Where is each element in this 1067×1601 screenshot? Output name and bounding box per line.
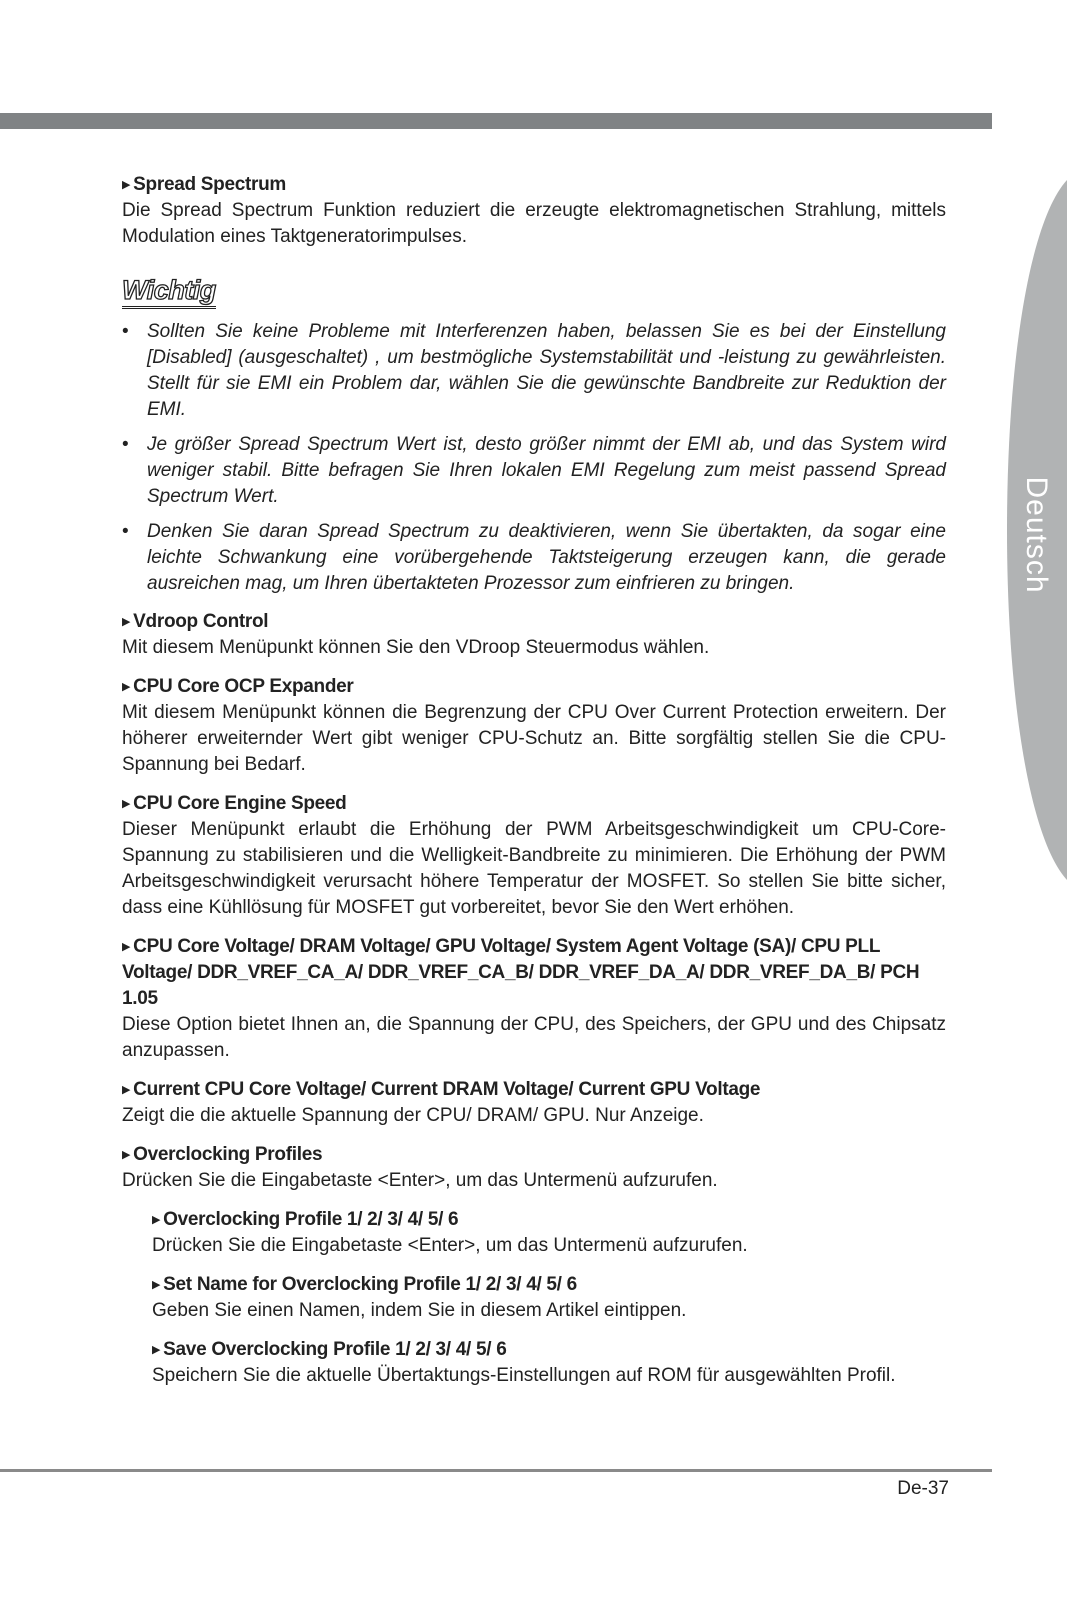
note-item: • Sollten Sie keine Probleme mit Interferenzen haben, belassen Sie es bei der Einstellung [Disabled] (ausgeschaltet) , um bestmögliche Systemstabilität und -leistung zu gewährleisten. Stellt für sie EMI ein Problem dar, wählen Sie die gewünschte Bandbreite zur Reduktion der EMI. [122,321,946,420]
note-item: • Je größer Spread Spectrum Wert ist, desto größer nimmt der EMI ab, und das System wird weniger stabil. Bitte befragen Sie Ihren lokalen EMI Regelung zum meist passend Spread Spectrum Wert. [122,434,946,507]
section-heading: ▶ Current CPU Core Voltage/ Current DRAM Voltage/ Current GPU Voltage [122,1077,946,1103]
section-heading: ▶ Vdroop Control [122,609,946,635]
section-body: Zeigt die die aktuelle Spannung der CPU/ DRAM/ GPU. Nur Anzeige. [122,1105,704,1126]
triangle-bullet-icon: ▶ [122,798,131,810]
header-bar [0,113,992,129]
section-vdroop-control [122,609,946,661]
section-heading: ▶ Overclocking Profile 1/ 2/ 3/ 4/ 5/ 6 [152,1207,946,1233]
note-item: • Denken Sie daran Spread Spectrum zu deaktivieren, wenn Sie übertakten, da sogar eine leichte Schwankung eine vorübergehende Taktsteigerung erzeugen kann, die gerade ausreichen mag, um Ihren übertakteten Prozessor zum einfrieren zu bringen. [122,521,946,594]
section-heading: ▶ Save Overclocking Profile 1/ 2/ 3/ 4/ 5/ 6 [152,1337,946,1363]
section-heading: ▶ CPU Core Engine Speed [122,791,946,817]
section-body: Speichern Sie die aktuelle Übertaktungs-Einstellungen auf ROM für ausgewählten Profil. [152,1365,896,1386]
triangle-bullet-icon: ▶ [152,1279,161,1291]
subsection-overclocking-profile [152,1207,946,1259]
important-notes [122,319,946,597]
subsection-set-name-profile [152,1272,946,1324]
triangle-bullet-icon: ▶ [152,1344,161,1356]
section-body: Diese Option bietet Ihnen an, die Spannung der CPU, des Speichers, der GPU und des Chipsatz anzupassen. [122,1014,946,1061]
section-heading: ▶ Overclocking Profiles [122,1142,946,1168]
triangle-bullet-icon: ▶ [122,941,131,953]
triangle-bullet-icon: ▶ [122,1084,131,1096]
triangle-bullet-icon: ▶ [152,1214,161,1226]
section-voltages [122,934,946,1064]
section-cpu-core-engine-speed [122,791,946,921]
section-body: Die Spread Spectrum Funktion reduziert die erzeugte elektromagnetischen Strahlung, mittels Modulation eines Taktgeneratorimpulses. [122,200,946,247]
footer-rule [0,1469,992,1472]
page-number: De-37 [897,1478,949,1499]
section-heading: ▶ Spread Spectrum [122,172,946,198]
section-body: Mit diesem Menüpunkt können die Begrenzung der CPU Over Current Protection erweitern. Der höherer erweiternder Wert gibt weniger CPU-Schutz an. Bitte sorgfältig stellen Sie die CPU-Spannung bei Bedarf. [122,702,946,775]
section-heading: ▶ Set Name for Overclocking Profile 1/ 2/ 3/ 4/ 5/ 6 [152,1272,946,1298]
section-spread-spectrum [122,172,946,250]
section-body: Drücken Sie die Eingabetaste <Enter>, um das Untermenü aufzurufen. [122,1170,718,1191]
subsection-save-profile [152,1337,946,1389]
section-current-voltages [122,1077,946,1129]
section-cpu-core-ocp-expander [122,674,946,778]
important-title: Wichtig [122,275,946,309]
page-content [122,172,946,1402]
triangle-bullet-icon: ▶ [122,681,131,693]
triangle-bullet-icon: ▶ [122,179,131,191]
section-heading: ▶ CPU Core Voltage/ DRAM Voltage/ GPU Voltage/ System Agent Voltage (SA)/ CPU PLL Voltage/ DDR_VREF_CA_A/ DDR_VREF_CA_B/ DDR_VREF_DA_A/ DDR_VREF_DA_B/ PCH 1.05 [122,936,920,1009]
language-tab-label: Deutsch [1020,476,1053,594]
section-overclocking-profiles [122,1142,946,1194]
section-heading: ▶ CPU Core OCP Expander [122,674,946,700]
section-body: Geben Sie einen Namen, indem Sie in diesem Artikel eintippen. [152,1300,687,1321]
triangle-bullet-icon: ▶ [122,1149,131,1161]
section-body: Drücken Sie die Eingabetaste <Enter>, um das Untermenü aufzurufen. [152,1235,748,1256]
section-body: Mit diesem Menüpunkt können Sie den VDroop Steuermodus wählen. [122,637,710,658]
section-body: Dieser Menüpunkt erlaubt die Erhöhung der PWM Arbeitsgeschwindigkeit um CPU-Core-Spannung zu stabilisieren und die Welligkeit-Bandbreite zu minimieren. Die Erhöhung der PWM Arbeitsgeschwindigkeit verursacht höhere Temperatur der MOSFET. So stellen Sie bitte sicher, dass eine Kühllösung für MOSFET gut vorbereitet, bevor Sie den Wert erhöhen. [122,819,946,918]
triangle-bullet-icon: ▶ [122,616,131,628]
